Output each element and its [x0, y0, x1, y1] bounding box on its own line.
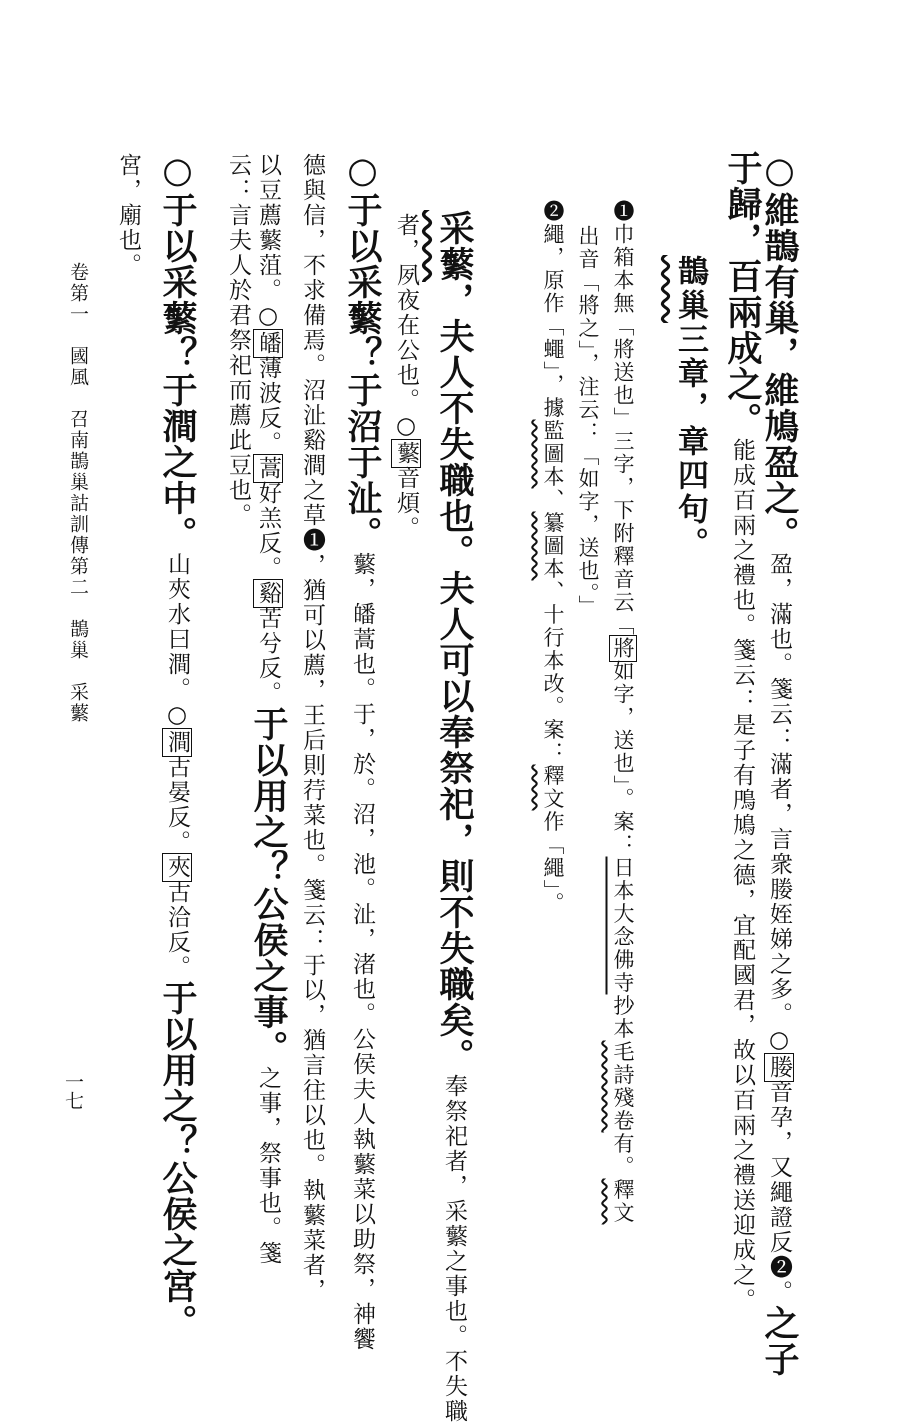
- text-column-7: [248, 153, 289, 1266]
- commentary-segment: 以豆薦蘩菹。○: [255, 153, 281, 331]
- footnote-segment: 出音「將之」，注云：「如字，送也。」: [576, 225, 600, 618]
- pronunciation-key-char: 媵: [766, 1055, 792, 1080]
- commentary-segment: 苦兮反。: [255, 606, 281, 706]
- commentary-segment: 蘩，皤蒿也。于，於。沼，池。沚，渚也。公侯夫人執蘩菜以助祭，神饗: [349, 552, 375, 1352]
- footnote-column-2: [577, 225, 598, 618]
- pronunciation-key-char: 蘩: [393, 441, 419, 466]
- footnote-segment: 釋文: [611, 1178, 635, 1225]
- commentary-segment: 山夾水曰澗。○: [164, 552, 190, 730]
- footnote-segment: 、十行本改。案：: [541, 580, 565, 765]
- running-head: 卷第一 國風 召南鵲巢詁訓傳第二 鵲巢 采蘩: [67, 262, 89, 724]
- commentary-segment: 好羔反。: [255, 481, 281, 581]
- footnote-segment: ❷繩，原作「蠅」，據: [541, 200, 565, 420]
- footnote-segment: 有。: [611, 1132, 635, 1179]
- pronunciation-key-char: 皤: [255, 331, 281, 356]
- heading-segment: 鵲巢: [672, 255, 708, 323]
- commentary-segment: 古晏反。: [164, 755, 190, 855]
- footnote-segment: ❶巾箱本無「將送也」三字，下附釋音云「: [611, 200, 635, 637]
- main-text-segment: ○于以采蘩？于澗之中。: [157, 150, 198, 552]
- pronunciation-key-char: 將: [611, 637, 635, 660]
- commentary-segment: 奉祭祀者，采蘩之事也。不失職: [441, 1074, 467, 1424]
- commentary-segment: 者，夙夜在公也。○: [393, 213, 419, 441]
- main-text-segment: 采蘩: [434, 210, 475, 282]
- text-column-4: [394, 213, 417, 541]
- text-column-3: [434, 210, 475, 1424]
- footnote-segment: 釋文: [541, 764, 565, 811]
- text-column-9: [157, 150, 198, 1340]
- commentary-segment: 古洽反。: [164, 880, 190, 980]
- pronunciation-key-char: 夾: [164, 855, 190, 880]
- footnote-segment: 、: [541, 488, 565, 512]
- commentary-segment: 音煩。: [393, 466, 419, 541]
- main-text-segment: 于以用之？公侯之宮。: [157, 980, 198, 1340]
- footnote-column-1: [612, 200, 633, 1225]
- section-heading-column: [672, 255, 708, 561]
- footnote-segment: 抄本: [611, 994, 635, 1041]
- main-text-segment: 于以用之？公侯之事。: [248, 706, 289, 1066]
- footnote-segment: 如字，送也」。案：: [611, 660, 635, 857]
- main-text-segment: 之子: [759, 1305, 800, 1377]
- pronunciation-key-char: 澗: [164, 730, 190, 755]
- commentary-segment: 德與信，不求備焉。沼沚谿澗之草❶，猶可以薦，王后則荇菜也。箋云：于以，猶言往以也。執蘩菜者，: [299, 153, 325, 1303]
- footnote-segment: 監圖本: [541, 419, 565, 489]
- text-column-5: [342, 150, 383, 1352]
- footnote-segment: 作「繩」。: [541, 810, 565, 915]
- footnote-column-3: [542, 200, 563, 915]
- page-number: 一七: [62, 1072, 84, 1110]
- commentary-segment: 音孕，又繩證反❷。: [766, 1080, 792, 1305]
- heading-segment: 三章，章四句。: [672, 323, 708, 561]
- main-text-segment: ，夫人不失職也。夫人可以奉祭祀，則不失職矣。: [434, 282, 475, 1074]
- commentary-segment: 宮，廟也。: [115, 153, 141, 278]
- footnote-segment: 毛詩殘卷: [611, 1040, 635, 1133]
- commentary-segment: 之事，祭事也。箋: [255, 1066, 281, 1266]
- commentary-segment: 能成百兩之禮也。箋云：是子有鳲鳩之德，宜配國君，故以百兩之禮送迎成之。: [729, 438, 755, 1313]
- text-column-1: [759, 150, 800, 1377]
- main-text-segment: ○于以采蘩？于沼于沚。: [342, 150, 383, 552]
- footnote-segment: 纂圖本: [541, 511, 565, 581]
- main-text-segment: ○維鵲有巢，維鳩盈之。: [759, 150, 800, 552]
- text-column-8: [226, 153, 249, 528]
- text-column-6: [300, 153, 323, 1303]
- pronunciation-key-char: 谿: [255, 581, 281, 606]
- footnote-segment: 日本大念佛寺: [611, 856, 635, 995]
- main-text-segment: 于歸，百兩成之。: [722, 150, 763, 438]
- commentary-segment: 薄波反。: [255, 356, 281, 456]
- text-column-10: [116, 153, 139, 278]
- text-column-2: [722, 150, 763, 1313]
- commentary-segment: 盈，滿也。箋云：滿者，言衆媵姪娣之多。○: [766, 552, 792, 1055]
- commentary-segment: 云：言夫人於君祭祀而薦此豆也。: [225, 153, 251, 528]
- pronunciation-key-char: 蒿: [255, 456, 281, 481]
